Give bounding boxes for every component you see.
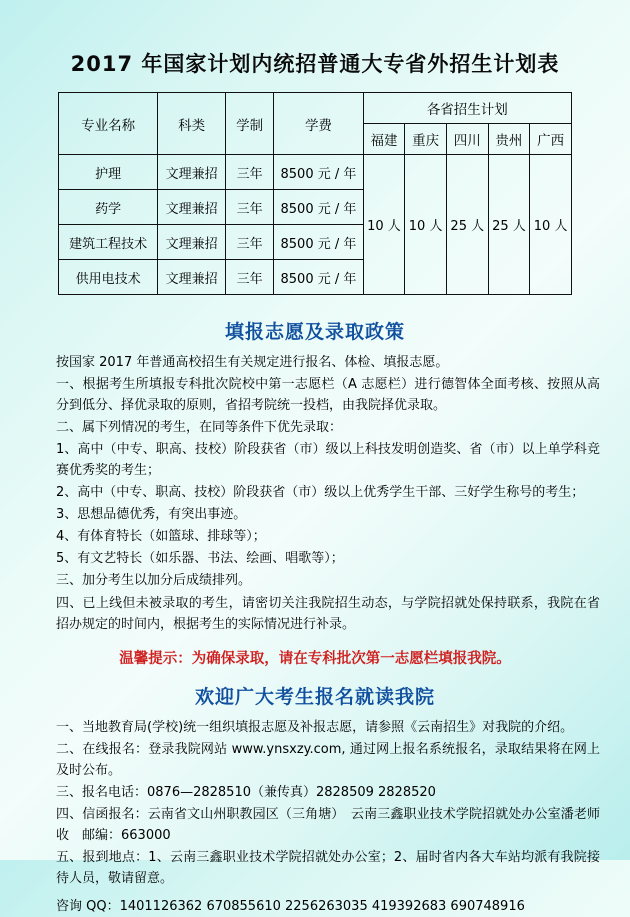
- section-heading-policy: 填报志愿及录取政策: [224, 321, 405, 343]
- policy-para: 3、思想品德优秀，有突出事迹。: [56, 507, 247, 523]
- cell-tuition: 8500 元 / 年: [274, 190, 363, 225]
- header-duration: 学制: [225, 93, 273, 155]
- cell-major: 药学: [59, 190, 158, 225]
- policy-para: 1、高中（中专、职高、技校）阶段获省（市）级以上科技发明创造奖、省（市）以上单学科竞赛优秀奖的考生；: [56, 442, 600, 479]
- cell-tuition: 8500 元 / 年: [274, 155, 363, 190]
- cell-tuition: 8500 元 / 年: [274, 225, 363, 260]
- header-province-fujian: 福建: [363, 124, 405, 155]
- cell-category: 文理兼招: [158, 190, 226, 225]
- policy-body: [30, 352, 600, 635]
- cell-category: 文理兼招: [158, 155, 226, 190]
- header-category: 科类: [158, 93, 226, 155]
- policy-para: 四、已上线但未被录取的考生，请密切关注我院招生动态，与学院招就处保持联系，我院在省招办规定的时间内，根据考生的实际情况进行补录。: [56, 595, 600, 632]
- header-province-sichuan: 四川: [446, 124, 488, 155]
- cell-quota-guangxi: 10 人: [530, 155, 572, 295]
- page-title: 2017 年国家计划内统招普通大专省外招生计划表: [70, 52, 560, 76]
- cell-major: 供用电技术: [59, 260, 158, 295]
- enrollment-plan-table: [58, 92, 572, 295]
- policy-para: 5、有文艺特长（如乐器、书法、绘画、唱歌等）；: [56, 551, 344, 567]
- qq-contact: 咨询 QQ：1401126362 670855610 2256263035 419392683 690748916: [56, 898, 525, 914]
- header-major: 专业名称: [59, 93, 158, 155]
- cell-duration: 三年: [225, 155, 273, 190]
- cell-duration: 三年: [225, 225, 273, 260]
- policy-para: 按国家 2017 年普通高校招生有关规定进行报名、体检、填报志愿。: [56, 355, 449, 370]
- cell-major: 护理: [59, 155, 158, 190]
- welcome-body: [30, 717, 600, 917]
- cell-quota-sichuan: 25 人: [446, 155, 488, 295]
- cell-major: 建筑工程技术: [59, 225, 158, 260]
- cell-category: 文理兼招: [158, 260, 226, 295]
- header-province-chongqing: 重庆: [405, 124, 447, 155]
- section-heading-welcome: 欢迎广大考生报名就读我院: [194, 685, 435, 708]
- header-province-guizhou: 贵州: [488, 124, 530, 155]
- header-province-guangxi: 广西: [530, 124, 572, 155]
- policy-para: 2、高中（中专、职高、技校）阶段获省（市）级以上优秀学生干部、三好学生称号的考生；: [56, 485, 585, 501]
- header-tuition: 学费: [274, 93, 363, 155]
- policy-para: 二、属下列情况的考生，在同等条件下优先录取：: [56, 420, 343, 436]
- welcome-item: 三、报名电话：0876—2828510（兼传真）2828509 2828520: [56, 784, 436, 800]
- cell-duration: 三年: [225, 190, 273, 225]
- cell-quota-chongqing: 10 人: [405, 155, 447, 295]
- cell-quota-fujian: 10 人: [363, 155, 405, 295]
- cell-quota-guizhou: 25 人: [488, 155, 530, 295]
- cell-tuition: 8500 元 / 年: [274, 260, 363, 295]
- table-row: [59, 155, 572, 190]
- welcome-item: 五、报到地点：1、云南三鑫职业技术学院招就处办公室；2、届时省内各大车站均派有我院接待人员，敬请留意。: [56, 849, 600, 886]
- cell-category: 文理兼招: [158, 225, 226, 260]
- policy-para: 三、加分考生以加分后成绩排列。: [56, 573, 252, 589]
- policy-para: 4、有体育特长（如篮球、排球等）；: [56, 529, 266, 545]
- header-provinces-group: 各省招生计划: [363, 93, 571, 124]
- cell-duration: 三年: [225, 260, 273, 295]
- welcome-item: 一、当地教育局(学校)统一组织填报志愿及补报志愿，请参照《云南招生》对我院的介绍。: [56, 719, 574, 735]
- welcome-item: 四、信函报名：云南省文山州职教园区（三角塘） 云南三鑫职业技术学院招就处办公室潘老师收 邮编：663000: [56, 806, 600, 843]
- table-header-row-1: [59, 93, 572, 124]
- welcome-item: 二、在线报名：登录我院网站 www.ynsxzy.com, 通过网上报名系统报名，录取结果将在网上及时公布。: [56, 741, 600, 778]
- policy-para: 一、根据考生所填报专科批次院校中第一志愿栏（A 志愿栏）进行德智体全面考核、按照从高分到低分、择优录取的原则，省招考院统一投档，由我院择优录取。: [56, 377, 600, 414]
- warm-tip: 温馨提示：为确保录取，请在专科批次第一志愿栏填报我院。: [119, 650, 511, 667]
